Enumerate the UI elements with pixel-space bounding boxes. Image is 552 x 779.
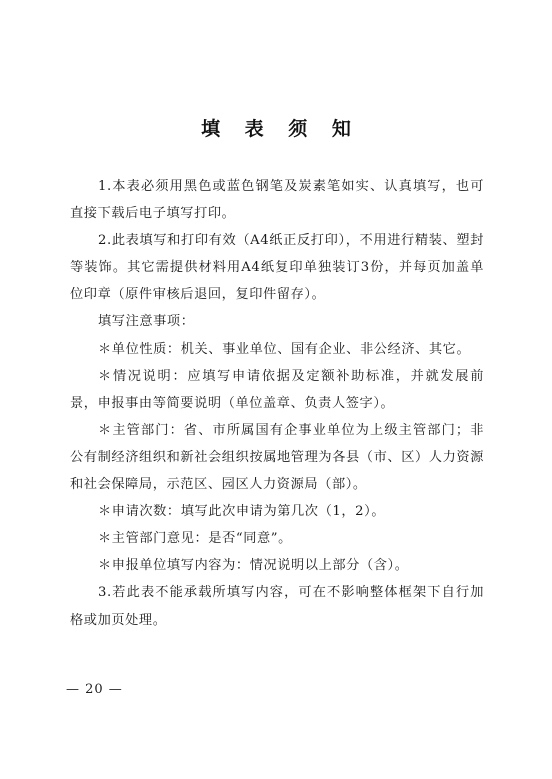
instruction-paragraph-1: 1.本表必须用黑色或蓝色钢笔及炭素笔如实、认真填写，也可直接下载后电子填写打印。 bbox=[70, 179, 484, 222]
instruction-paragraph-3: 3.若此表不能承载所填写内容，可在不影响整体框架下自行加格或加页处理。 bbox=[70, 585, 484, 628]
instructions-body bbox=[70, 173, 484, 634]
note-applicant-content: ＊申报单位填写内容为：情况说明以上部分（含）。 bbox=[98, 558, 409, 574]
document-title: 填 表 须 知 bbox=[201, 118, 360, 140]
note-situation-description: ＊情况说明：应填写申请依据及定额补助标准，并就发展前景，申报事由等简要说明（单位盖章、负责人签字）。 bbox=[70, 368, 484, 411]
note-competent-department: ＊主管部门：省、市所属国有企事业单位为上级主管部门；非公有制经济组织和新社会组织按属地管理为各县（市、区）人力资源和社会保障局，示范区、园区人力资源局（部）。 bbox=[70, 422, 484, 493]
note-application-count: ＊申请次数：填写此次申请为第几次（1，2）。 bbox=[98, 504, 386, 520]
note-unit-nature: ＊单位性质：机关、事业单位、国有企业、非公经济、其它。 bbox=[98, 341, 471, 357]
instruction-paragraph-2: 2.此表填写和打印有效（A4纸正反打印），不用进行精装、塑封等装饰。其它需提供材料用A4纸复印单独装订3份，并每页加盖单位印章（原件审核后退回，复印件留存）。 bbox=[70, 233, 484, 303]
notes-heading: 填写注意事项： bbox=[98, 314, 195, 330]
note-department-opinion: ＊主管部门意见：是否“同意”。 bbox=[98, 531, 292, 547]
page-number: — 20 — bbox=[66, 682, 123, 697]
